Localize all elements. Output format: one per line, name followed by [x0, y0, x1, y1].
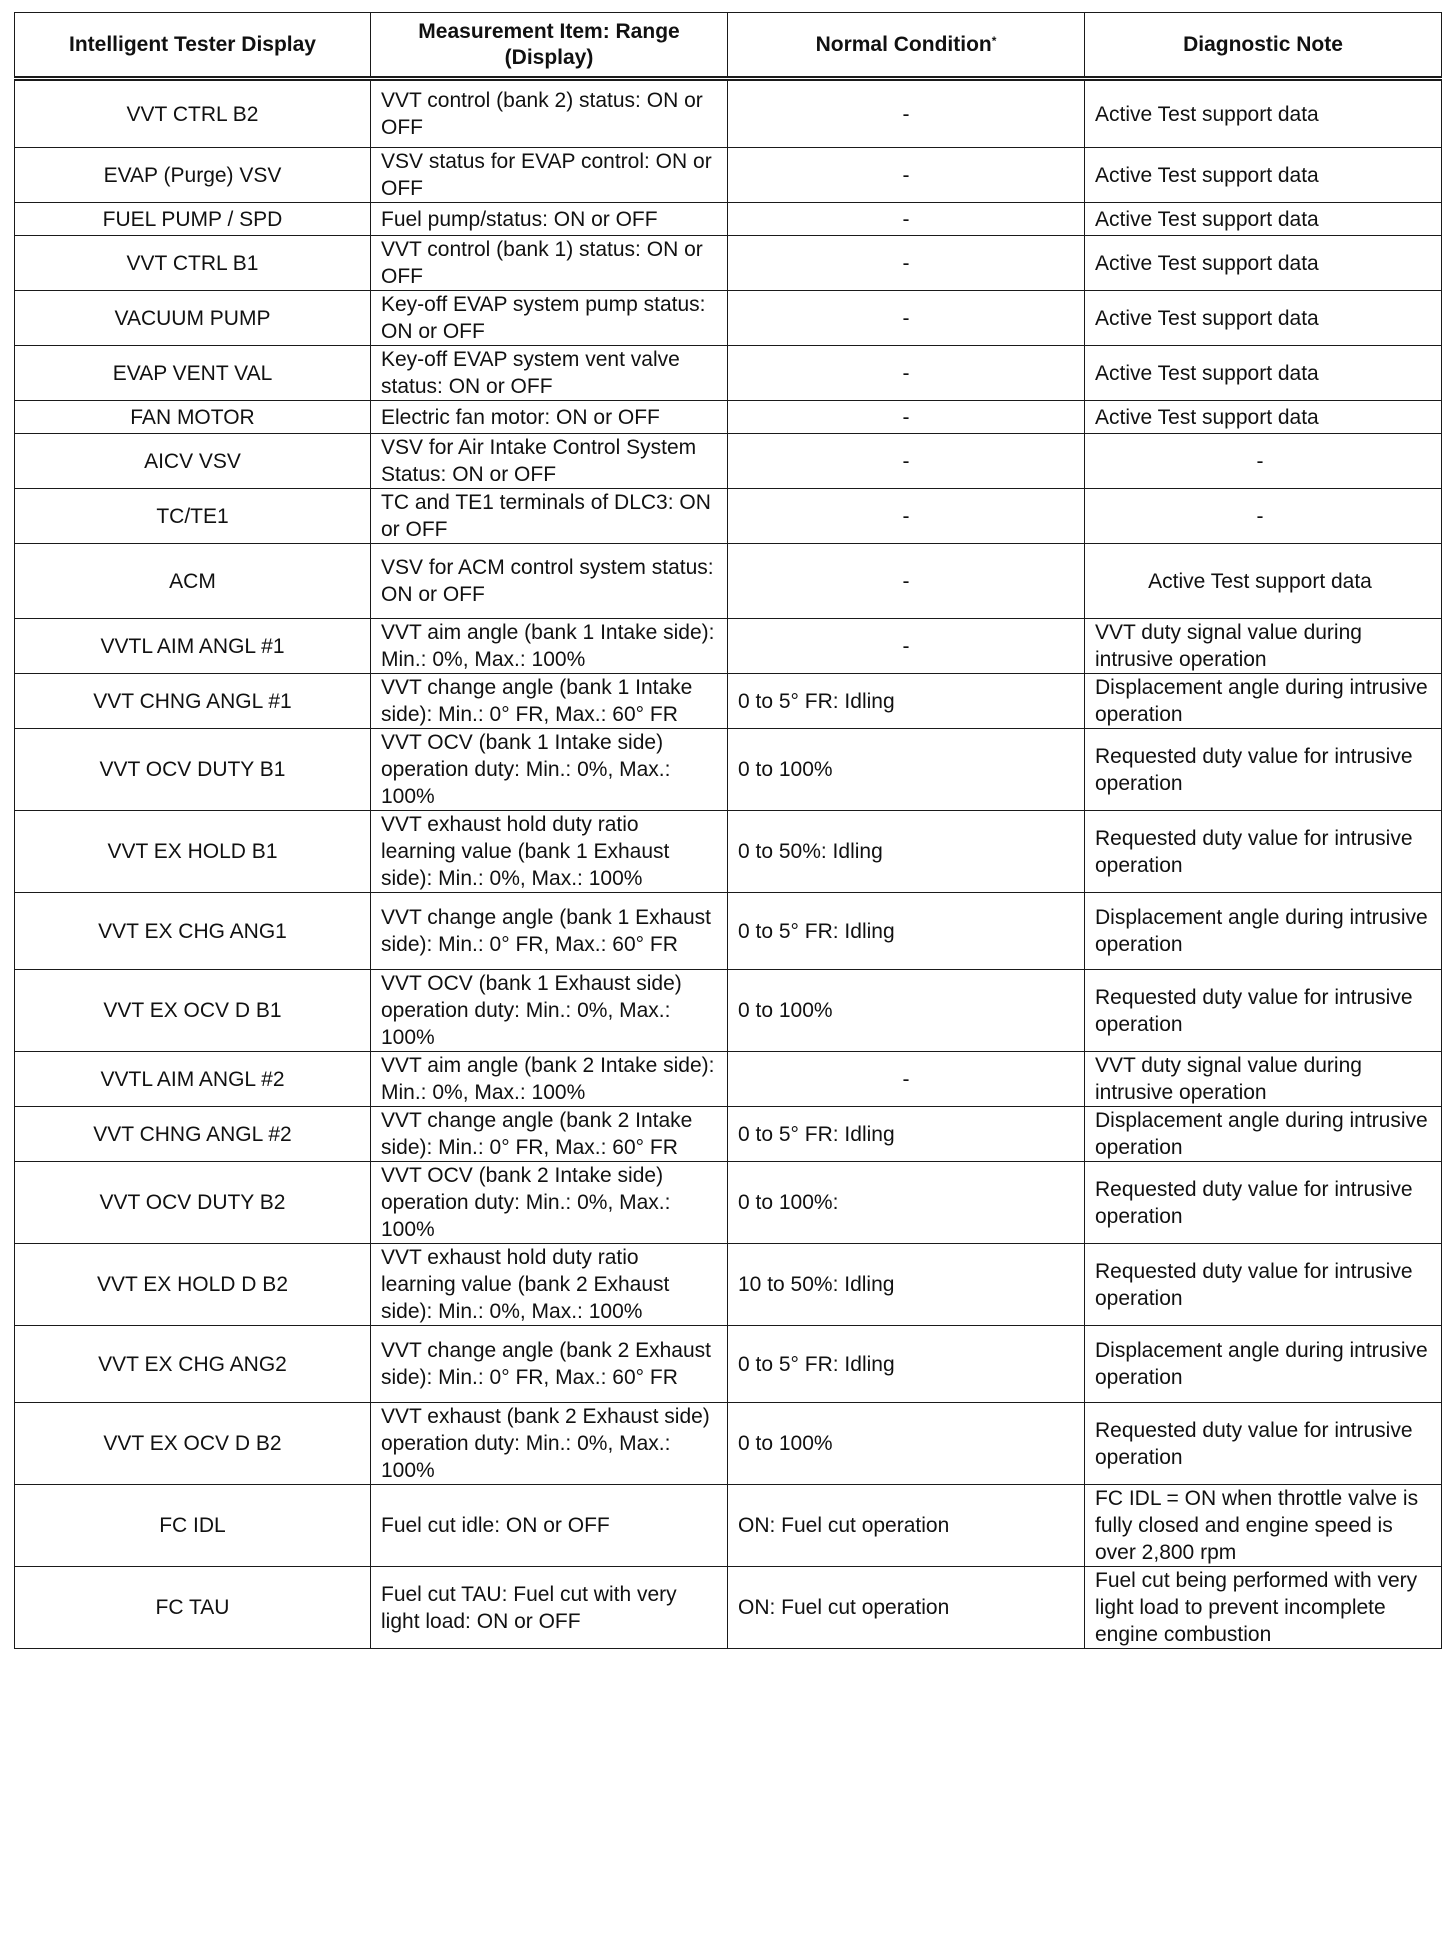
cell-note: Requested duty value for intrusive operation	[1085, 811, 1442, 893]
cell-measurement: VVT exhaust hold duty ratio learning value (bank 1 Exhaust side): Min.: 0%, Max.: 100%	[371, 811, 728, 893]
cell-normal: 0 to 100%	[728, 970, 1085, 1052]
cell-normal: -	[728, 236, 1085, 291]
cell-measurement: Electric fan motor: ON or OFF	[371, 401, 728, 434]
cell-note: Active Test support data	[1085, 203, 1442, 236]
cell-measurement: TC and TE1 terminals of DLC3: ON or OFF	[371, 489, 728, 544]
cell-normal: ON: Fuel cut operation	[728, 1485, 1085, 1567]
cell-display: VACUUM PUMP	[15, 291, 371, 346]
data-list-table	[14, 12, 1442, 1649]
cell-display: VVT EX HOLD D B2	[15, 1244, 371, 1326]
cell-normal: -	[728, 291, 1085, 346]
table-row	[15, 811, 1442, 893]
cell-note: Displacement angle during intrusive operation	[1085, 674, 1442, 729]
cell-normal: -	[728, 434, 1085, 489]
table-row	[15, 619, 1442, 674]
cell-measurement: VVT change angle (bank 2 Intake side): Min.: 0° FR, Max.: 60° FR	[371, 1107, 728, 1162]
cell-display: EVAP VENT VAL	[15, 346, 371, 401]
cell-display: VVT OCV DUTY B2	[15, 1162, 371, 1244]
cell-measurement: Fuel cut idle: ON or OFF	[371, 1485, 728, 1567]
table-row	[15, 148, 1442, 203]
cell-normal: 0 to 100%:	[728, 1162, 1085, 1244]
cell-measurement: VSV for Air Intake Control System Status: ON or OFF	[371, 434, 728, 489]
cell-note: Active Test support data	[1085, 544, 1442, 619]
table-row	[15, 434, 1442, 489]
cell-normal: -	[728, 79, 1085, 148]
cell-note: Active Test support data	[1085, 346, 1442, 401]
cell-display: VVT OCV DUTY B1	[15, 729, 371, 811]
header-normal-label: Normal Condition	[815, 32, 992, 56]
cell-normal: 0 to 5° FR: Idling	[728, 1326, 1085, 1403]
cell-measurement: VVT control (bank 2) status: ON or OFF	[371, 79, 728, 148]
cell-normal: 0 to 50%: Idling	[728, 811, 1085, 893]
cell-note: Active Test support data	[1085, 79, 1442, 148]
cell-measurement: Key-off EVAP system pump status: ON or OFF	[371, 291, 728, 346]
cell-note: Requested duty value for intrusive operation	[1085, 729, 1442, 811]
cell-display: FAN MOTOR	[15, 401, 371, 434]
cell-note: Displacement angle during intrusive operation	[1085, 1326, 1442, 1403]
table-row	[15, 1052, 1442, 1107]
cell-measurement: VVT change angle (bank 1 Exhaust side): Min.: 0° FR, Max.: 60° FR	[371, 893, 728, 970]
cell-measurement: VSV for ACM control system status: ON or OFF	[371, 544, 728, 619]
table-row	[15, 1244, 1442, 1326]
cell-note: -	[1085, 489, 1442, 544]
cell-display: FC TAU	[15, 1567, 371, 1649]
cell-note: Active Test support data	[1085, 148, 1442, 203]
cell-display: FC IDL	[15, 1485, 371, 1567]
table-row	[15, 1567, 1442, 1649]
cell-normal: -	[728, 148, 1085, 203]
table-row	[15, 346, 1442, 401]
cell-normal: 0 to 5° FR: Idling	[728, 1107, 1085, 1162]
cell-normal: 0 to 100%	[728, 1403, 1085, 1485]
cell-display: VVT EX CHG ANG2	[15, 1326, 371, 1403]
cell-measurement: VVT exhaust hold duty ratio learning value (bank 2 Exhaust side): Min.: 0%, Max.: 100%	[371, 1244, 728, 1326]
cell-display: VVT EX HOLD B1	[15, 811, 371, 893]
cell-note: Fuel cut being performed with very light load to prevent incomplete engine combustion	[1085, 1567, 1442, 1649]
cell-note: Displacement angle during intrusive operation	[1085, 1107, 1442, 1162]
cell-measurement: Fuel pump/status: ON or OFF	[371, 203, 728, 236]
cell-display: TC/TE1	[15, 489, 371, 544]
table-row	[15, 1107, 1442, 1162]
table-row	[15, 1485, 1442, 1567]
table-row	[15, 291, 1442, 346]
cell-measurement: VVT OCV (bank 1 Exhaust side) operation duty: Min.: 0%, Max.: 100%	[371, 970, 728, 1052]
cell-note: Requested duty value for intrusive operation	[1085, 1244, 1442, 1326]
cell-note: Active Test support data	[1085, 401, 1442, 434]
table-row	[15, 1326, 1442, 1403]
cell-measurement: VVT OCV (bank 2 Intake side) operation duty: Min.: 0%, Max.: 100%	[371, 1162, 728, 1244]
table-row	[15, 970, 1442, 1052]
table-row	[15, 893, 1442, 970]
cell-normal: 0 to 5° FR: Idling	[728, 893, 1085, 970]
cell-note: Requested duty value for intrusive operation	[1085, 970, 1442, 1052]
cell-normal: 0 to 5° FR: Idling	[728, 674, 1085, 729]
cell-normal: -	[728, 203, 1085, 236]
cell-normal: -	[728, 489, 1085, 544]
cell-note: Displacement angle during intrusive operation	[1085, 893, 1442, 970]
cell-display: VVT EX OCV D B2	[15, 1403, 371, 1485]
cell-measurement: VVT OCV (bank 1 Intake side) operation duty: Min.: 0%, Max.: 100%	[371, 729, 728, 811]
table-row	[15, 79, 1442, 148]
cell-normal: -	[728, 1052, 1085, 1107]
cell-display: VVT CHNG ANGL #1	[15, 674, 371, 729]
table-row	[15, 401, 1442, 434]
cell-display: VVT CTRL B1	[15, 236, 371, 291]
header-measurement: Measurement Item: Range (Display)	[371, 13, 728, 79]
table-row	[15, 544, 1442, 619]
table-row	[15, 203, 1442, 236]
cell-measurement: Fuel cut TAU: Fuel cut with very light load: ON or OFF	[371, 1567, 728, 1649]
cell-display: EVAP (Purge) VSV	[15, 148, 371, 203]
cell-display: ACM	[15, 544, 371, 619]
cell-measurement: VSV status for EVAP control: ON or OFF	[371, 148, 728, 203]
cell-measurement: VVT aim angle (bank 1 Intake side): Min.: 0%, Max.: 100%	[371, 619, 728, 674]
cell-note: -	[1085, 434, 1442, 489]
cell-display: VVT CHNG ANGL #2	[15, 1107, 371, 1162]
cell-normal: -	[728, 619, 1085, 674]
table-row	[15, 1403, 1442, 1485]
cell-note: FC IDL = ON when throttle valve is fully closed and engine speed is over 2,800 rpm	[1085, 1485, 1442, 1567]
cell-measurement: Key-off EVAP system vent valve status: ON or OFF	[371, 346, 728, 401]
header-note: Diagnostic Note	[1085, 13, 1442, 79]
cell-note: Active Test support data	[1085, 291, 1442, 346]
cell-display: VVT EX CHG ANG1	[15, 893, 371, 970]
cell-display: VVTL AIM ANGL #2	[15, 1052, 371, 1107]
cell-note: Requested duty value for intrusive operation	[1085, 1162, 1442, 1244]
cell-measurement: VVT change angle (bank 2 Exhaust side): Min.: 0° FR, Max.: 60° FR	[371, 1326, 728, 1403]
cell-normal: 0 to 100%	[728, 729, 1085, 811]
cell-normal: ON: Fuel cut operation	[728, 1567, 1085, 1649]
cell-display: FUEL PUMP / SPD	[15, 203, 371, 236]
cell-measurement: VVT change angle (bank 1 Intake side): Min.: 0° FR, Max.: 60° FR	[371, 674, 728, 729]
footnote-mark: *	[991, 33, 997, 48]
cell-normal: -	[728, 401, 1085, 434]
cell-normal: -	[728, 544, 1085, 619]
cell-measurement: VVT control (bank 1) status: ON or OFF	[371, 236, 728, 291]
cell-note: Requested duty value for intrusive operation	[1085, 1403, 1442, 1485]
cell-display: AICV VSV	[15, 434, 371, 489]
cell-note: VVT duty signal value during intrusive operation	[1085, 1052, 1442, 1107]
cell-display: VVT EX OCV D B1	[15, 970, 371, 1052]
cell-normal: -	[728, 346, 1085, 401]
cell-note: Active Test support data	[1085, 236, 1442, 291]
table-row	[15, 236, 1442, 291]
cell-note: VVT duty signal value during intrusive operation	[1085, 619, 1442, 674]
cell-measurement: VVT aim angle (bank 2 Intake side): Min.: 0%, Max.: 100%	[371, 1052, 728, 1107]
cell-normal: 10 to 50%: Idling	[728, 1244, 1085, 1326]
header-normal	[728, 13, 1085, 79]
table-row	[15, 489, 1442, 544]
table-row	[15, 674, 1442, 729]
cell-display: VVT CTRL B2	[15, 79, 371, 148]
table-row	[15, 1162, 1442, 1244]
cell-display: VVTL AIM ANGL #1	[15, 619, 371, 674]
header-display: Intelligent Tester Display	[15, 13, 371, 79]
table-row	[15, 729, 1442, 811]
header-row	[15, 13, 1442, 79]
cell-measurement: VVT exhaust (bank 2 Exhaust side) operation duty: Min.: 0%, Max.: 100%	[371, 1403, 728, 1485]
